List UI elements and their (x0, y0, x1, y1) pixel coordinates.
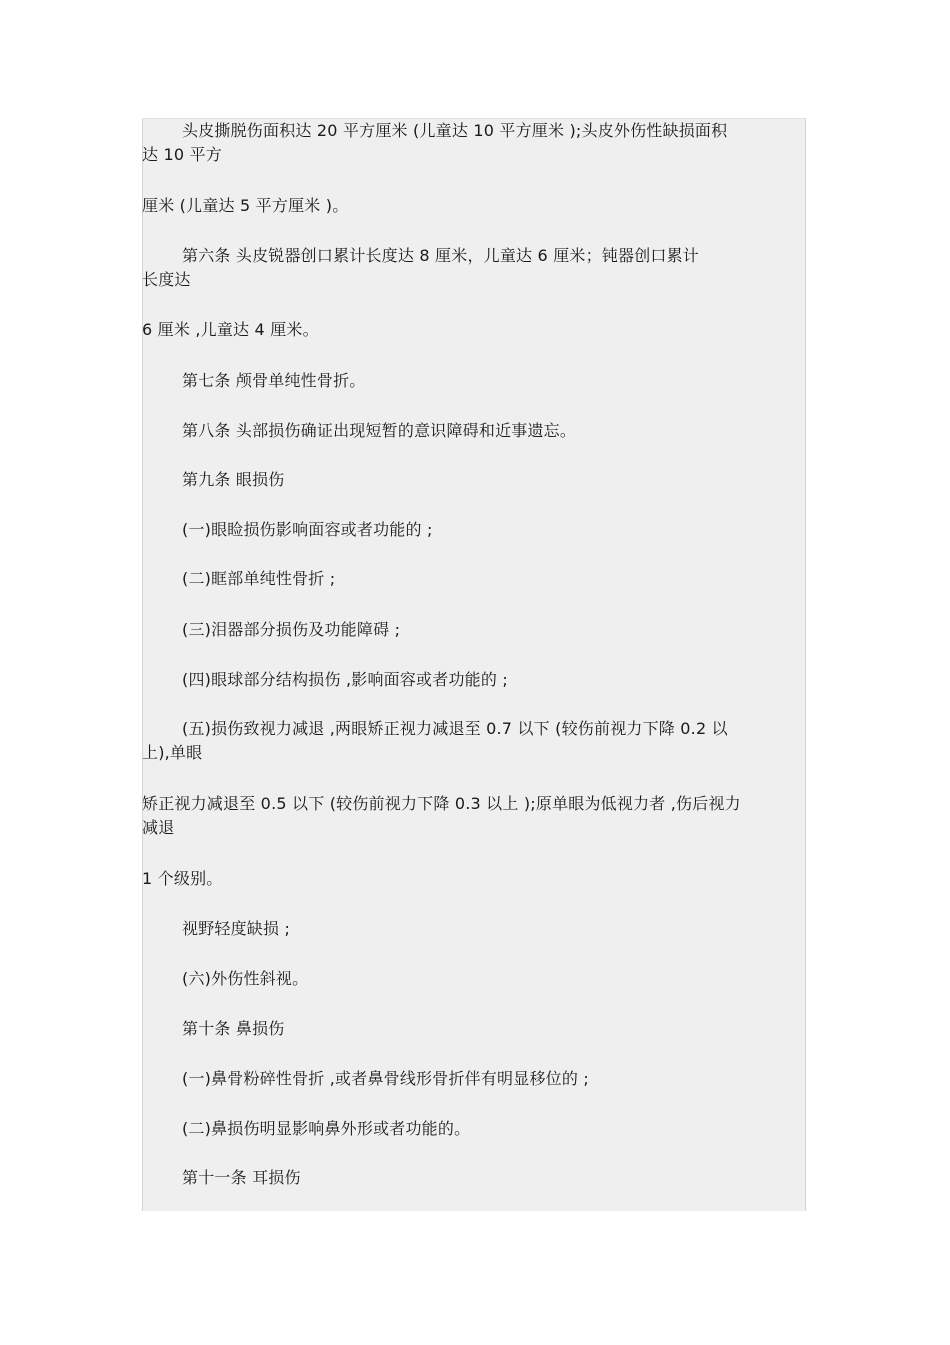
text-line: 1 个级别。 (142, 869, 223, 888)
text-line: 长度达 (142, 270, 191, 289)
text-line: 第十条 鼻损伤 (182, 1019, 285, 1038)
text-line: 矫正视力减退至 0.5 以下 (较伤前视力下降 0.3 以上 );原单眼为低视力者 ,伤后视力 (142, 794, 741, 813)
text-line: 第七条 颅骨单纯性骨折。 (182, 371, 366, 390)
text-line: 第八条 头部损伤确证出现短暂的意识障碍和近事遗忘。 (182, 421, 577, 440)
text-line: 达 10 平方 (142, 145, 222, 164)
text-line: 视野轻度缺损 ; (182, 919, 291, 938)
text-line: (四)眼球部分结构损伤 ,影响面容或者功能的 ; (182, 670, 508, 689)
text-line: (一)眼睑损伤影响面容或者功能的 ; (182, 520, 433, 539)
text-line: 第九条 眼损伤 (182, 470, 285, 489)
text-line: (五)损伤致视力减退 ,两眼矫正视力减退至 0.7 以下 (较伤前视力下降 0.2 以 (182, 719, 728, 738)
text-line: 减退 (142, 818, 175, 837)
text-line: 厘米 (儿童达 5 平方厘米 )。 (142, 196, 349, 215)
text-line: 6 厘米 ,儿童达 4 厘米。 (142, 320, 319, 339)
text-line: 上),单眼 (142, 743, 203, 762)
text-line: (一)鼻骨粉碎性骨折 ,或者鼻骨线形骨折伴有明显移位的 ; (182, 1069, 589, 1088)
text-line: (六)外伤性斜视。 (182, 969, 309, 988)
text-line: 第十一条 耳损伤 (182, 1168, 301, 1187)
text-line: (二)鼻损伤明显影响鼻外形或者功能的。 (182, 1119, 471, 1138)
text-line: (二)眶部单纯性骨折 ; (182, 569, 336, 588)
text-line: (三)泪器部分损伤及功能障碍 ; (182, 620, 401, 639)
text-line: 第六条 头皮锐器创口累计长度达 8 厘米，儿童达 6 厘米；钝器创口累计 (182, 246, 699, 265)
text-line: 头皮撕脱伤面积达 20 平方厘米 (儿童达 10 平方厘米 );头皮外伤性缺损面积 (182, 121, 728, 140)
